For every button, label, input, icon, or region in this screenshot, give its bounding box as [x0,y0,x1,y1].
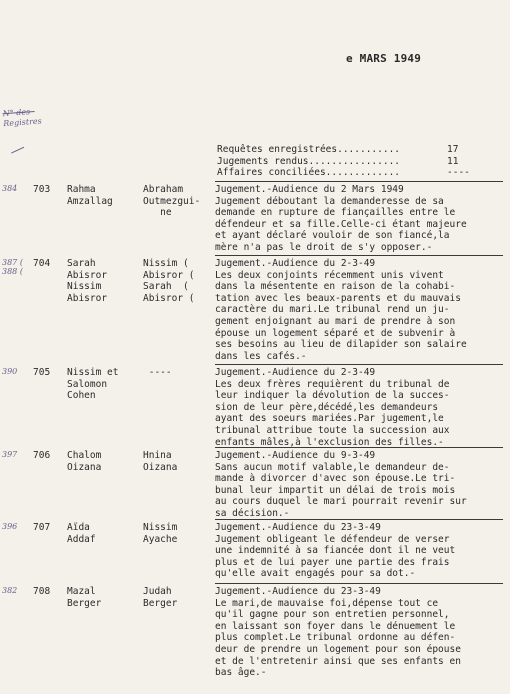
stat-row-judgments [217,156,477,168]
plaintiff-name: Sarah Abisror Nissim Abisror [67,258,108,304]
defendant-name: ---- [143,367,172,378]
plaintiff-name: Mazal Berger [67,586,102,609]
register-note-handwritten [2,107,42,129]
register-index-handwritten: 387 ( 388 ( [2,258,23,276]
judgment-text: Jugement.-Audience du 9-3-49 Sans aucun motif valable,le demandeur de- mande à divorcer d'avec son épouse.Le tri- bunal leur impartit un délai de trois mois au cours duquel le mari pourrait revenir sur sa décision.- [215,450,467,519]
plaintiff-name: Nissim et Salomon Cohen [67,367,119,402]
register-note-label: N° des Registres [2,107,42,129]
plaintiff-name: Chalom Oizana [67,450,102,473]
defendant-name: Abraham Outmezgui- ne [143,184,201,219]
register-index-handwritten: 384 [2,184,18,193]
statistics-summary [217,144,477,179]
entry-separator [215,583,503,584]
defendant-name: Judah Berger [143,586,178,609]
judgment-text: Jugement.-Audience du 2 Mars 1949 Jugement déboutant la demanderesse de sa demande en rupture de fiançailles entre le défendeur et sa fille.Celle-ci étant majeure et ayant déclaré vouloir de son fiancé,la mère n'a pas le droit de s'y opposer.- [215,184,467,253]
plaintiff-name: Rahma Amzallag [67,184,113,207]
defendant-name: Nissim ( Abisror ( Sarah ( Abisror ( [143,258,195,304]
stat-value: ---- [447,167,470,178]
register-index-handwritten: 390 [2,367,18,376]
entry-separator [215,519,503,520]
register-index-handwritten: 382 [2,586,18,595]
handwritten-tick-mark [8,139,24,153]
entry-separator [215,255,503,256]
case-number: 706 [33,450,51,461]
stat-row-conciliated [217,167,477,179]
stat-row-requests [217,144,477,156]
register-index-handwritten: 397 [2,450,18,459]
stat-value: 11 [447,155,459,167]
register-index-handwritten: 396 [2,522,18,531]
case-number: 703 [33,184,51,195]
judgment-text: Jugement.-Audience du 23-3-49 Jugement obligeant le défendeur de verser une indemnité à sa fiancée dont il ne veut plus et de lui payer une partie des frais qu'elle avait engagés pour sa dot.- [215,522,456,580]
stat-label: Affaires conciliées............. [217,167,401,178]
defendant-name: Hnina Oizana [143,450,178,473]
stat-label: Jugements rendus................ [217,155,401,167]
case-number: 704 [33,258,51,269]
stat-value: 17 [447,144,459,155]
document-date: e MARS 1949 [346,52,422,65]
entry-separator [215,364,503,365]
judgment-text: Jugement.-Audience du 2-3-49 Les deux conjoints récemment unis vivent dans la mésentente en raison de la cohabi- tation avec les beaux-parents et du mauvais caractère du mari.Le tribunal rend un ju- gement enjoignant au mari de prendre à son épouse un logement séparé et de subvenir à ses besoins au lieu de dilapider son salaire dans les cafés.- [215,258,467,362]
stat-label: Requêtes enregistrées........... [217,144,401,155]
case-number: 705 [33,367,51,378]
case-number: 708 [33,586,51,597]
case-number: 707 [33,522,51,533]
plaintiff-name: Aïda Addaf [67,522,96,545]
judgment-text: Jugement.-Audience du 2-3-49 Les deux frères requièrent du tribunal de leur indiquer la dévolution de la succes- sion de leur père,décédé,les demandeurs ayant des soeurs mariées.Par jugement,le tribunal attribue toute la succession aux enfants mâles,à l'exclusion des filles.- [215,367,450,448]
judgment-text: Jugement.-Audience du 23-3-49 Le mari,de mauvaise foi,dépense tout ce qu'il gagne pour son entretien personnel, en laissant son foyer dans le dénuement le plus complet.Le tribunal ordonne au défen- deur de prendre un logement pour son épouse et de l'entretenir ainsi que ses enfants en bas âge.- [215,586,461,679]
defendant-name: Nissim Ayache [143,522,178,545]
entry-separator [215,447,503,448]
entry-separator [215,181,503,182]
